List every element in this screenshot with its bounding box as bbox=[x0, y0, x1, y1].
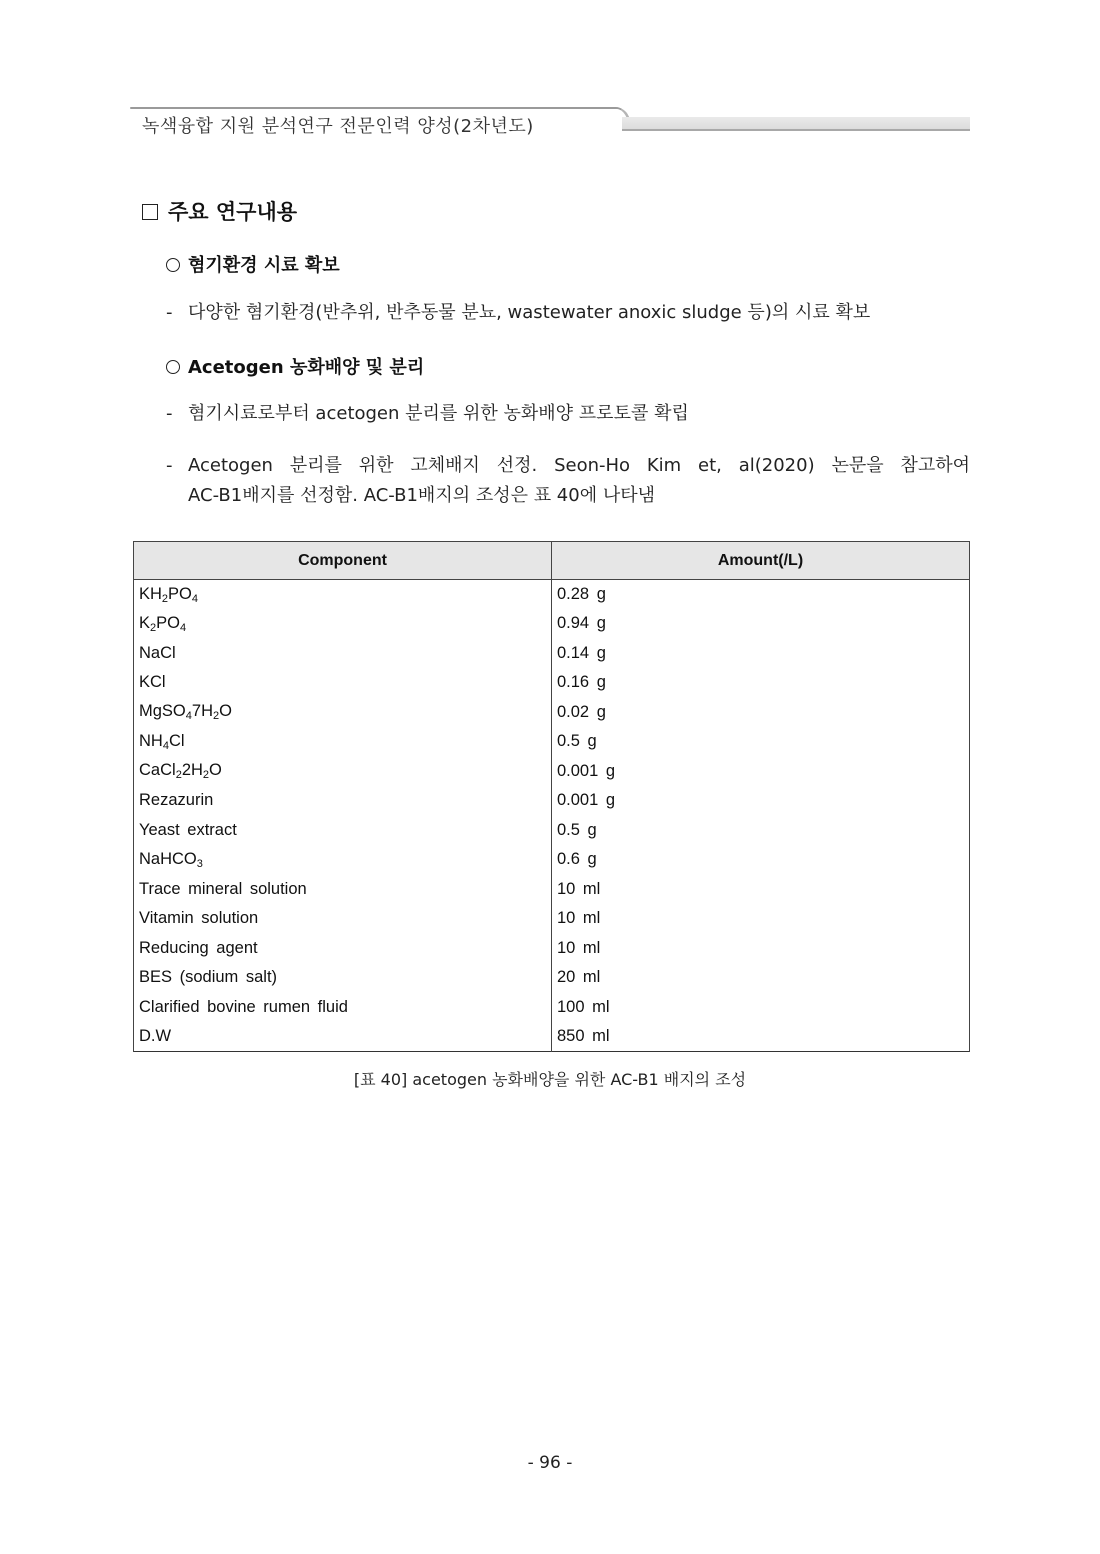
subscript: 2 bbox=[161, 592, 169, 605]
subscript: 3 bbox=[196, 857, 203, 870]
amount-cell: 0.28 g bbox=[552, 580, 970, 610]
bullet-item bbox=[166, 298, 970, 328]
table-row bbox=[134, 668, 970, 698]
component-cell bbox=[134, 934, 552, 964]
component-text: Cl bbox=[168, 731, 185, 750]
component-text: KCl bbox=[139, 673, 166, 692]
component-text: Clarified bovine rumen fluid bbox=[139, 997, 348, 1016]
amount-cell: 100 ml bbox=[552, 993, 970, 1023]
table-row bbox=[134, 845, 970, 875]
table-caption: [표 40] acetogen 농화배양을 위한 AC-B1 배지의 조성 bbox=[353, 1070, 747, 1089]
component-text: 7H bbox=[191, 702, 213, 721]
component-cell bbox=[134, 1022, 552, 1052]
amount-cell: 0.5 g bbox=[552, 727, 970, 757]
subscript: 2 bbox=[150, 621, 157, 634]
bullet-text: 혐기시료로부터 acetogen 분리를 위한 농화배양 프로토콜 확립 bbox=[188, 403, 689, 424]
running-header bbox=[130, 104, 970, 137]
dash-bullet-icon: - bbox=[166, 403, 173, 424]
page-number: - 96 - bbox=[527, 1453, 573, 1473]
bullet-line-1 bbox=[166, 451, 970, 481]
subscript: 2 bbox=[175, 769, 182, 782]
component-cell bbox=[134, 963, 552, 993]
component-text: Yeast extract bbox=[139, 820, 237, 839]
component-text: PO bbox=[168, 584, 192, 603]
component-cell bbox=[134, 904, 552, 934]
square-bullet-icon bbox=[142, 204, 158, 220]
component-cell bbox=[134, 609, 552, 639]
table-row bbox=[134, 875, 970, 905]
component-cell bbox=[134, 786, 552, 816]
table-row bbox=[134, 757, 970, 787]
column-header-amount: Amount(/L) bbox=[552, 542, 970, 580]
component-cell bbox=[134, 668, 552, 698]
table-row bbox=[134, 904, 970, 934]
circle-bullet-icon bbox=[166, 360, 180, 374]
table-row bbox=[134, 580, 970, 610]
amount-cell: 20 ml bbox=[552, 963, 970, 993]
component-cell bbox=[134, 816, 552, 846]
amount-cell: 0.6 g bbox=[552, 845, 970, 875]
amount-cell: 10 ml bbox=[552, 934, 970, 964]
component-text: NaCl bbox=[139, 643, 176, 662]
table-row bbox=[134, 993, 970, 1023]
amount-cell: 0.14 g bbox=[552, 639, 970, 669]
table-row bbox=[134, 816, 970, 846]
circle-bullet-icon bbox=[166, 258, 180, 272]
table-header-row bbox=[134, 542, 970, 580]
amount-cell: 0.001 g bbox=[552, 786, 970, 816]
component-cell bbox=[134, 727, 552, 757]
table-body bbox=[134, 580, 970, 1052]
header-rule bbox=[130, 107, 605, 109]
section-title-text: 주요 연구내용 bbox=[168, 200, 298, 224]
subscript: 4 bbox=[162, 739, 169, 752]
composition-table bbox=[133, 541, 970, 1052]
component-cell bbox=[134, 875, 552, 905]
subsection-heading-text: Acetogen 농화배양 및 분리 bbox=[188, 357, 425, 378]
bullet-text: 다양한 혐기환경(반추위, 반추동물 분뇨, wastewater anoxic sludge 등)의 시료 확보 bbox=[188, 302, 871, 323]
component-text: Trace mineral solution bbox=[139, 879, 307, 898]
dash-bullet-icon: - bbox=[166, 302, 173, 323]
component-text: NH bbox=[139, 731, 163, 750]
running-title: 녹색융합 지원 분석연구 전문인력 양성(2차년도) bbox=[142, 116, 534, 137]
component-text: K bbox=[139, 613, 151, 632]
component-text: 2H bbox=[181, 761, 203, 780]
component-text: KH bbox=[139, 584, 162, 603]
subsection-heading-text: 혐기환경 시료 확보 bbox=[188, 255, 340, 276]
dash-bullet-icon: - bbox=[166, 455, 173, 476]
table-row bbox=[134, 609, 970, 639]
component-text: O bbox=[219, 702, 232, 721]
table-row bbox=[134, 698, 970, 728]
subscript: 4 bbox=[191, 592, 199, 605]
component-text: D.W bbox=[139, 1027, 172, 1045]
subsection-heading-1 bbox=[166, 251, 340, 277]
amount-cell: 0.94 g bbox=[552, 609, 970, 639]
component-text: CaCl bbox=[139, 761, 176, 780]
amount-cell: 0.16 g bbox=[552, 668, 970, 698]
table-row bbox=[134, 1022, 970, 1052]
table-row bbox=[134, 727, 970, 757]
component-text: PO bbox=[156, 613, 180, 632]
column-header-component: Component bbox=[134, 542, 552, 580]
subscript: 4 bbox=[179, 621, 187, 634]
table-row bbox=[134, 786, 970, 816]
subscript: 2 bbox=[202, 769, 210, 782]
amount-cell: 850 ml bbox=[552, 1022, 970, 1052]
subscript: 2 bbox=[212, 710, 220, 723]
amount-cell: 0.001 g bbox=[552, 757, 970, 787]
amount-cell: 10 ml bbox=[552, 904, 970, 934]
component-text: MgSO bbox=[139, 702, 186, 721]
bullet-text: Acetogen 분리를 위한 고체배지 선정. Seon-Ho Kim et, al(2020) 논문을 참고하여 bbox=[188, 455, 970, 476]
component-cell bbox=[134, 698, 552, 728]
amount-cell: 0.02 g bbox=[552, 698, 970, 728]
bullet-item bbox=[166, 451, 970, 511]
component-cell bbox=[134, 845, 552, 875]
component-cell bbox=[134, 580, 552, 610]
table-row bbox=[134, 963, 970, 993]
subscript: 4 bbox=[185, 710, 192, 723]
subsection-heading-2 bbox=[166, 353, 424, 379]
component-cell bbox=[134, 757, 552, 787]
component-cell bbox=[134, 993, 552, 1023]
section-title bbox=[142, 196, 297, 226]
bullet-line-2: AC-B1배지를 선정함. AC-B1배지의 조성은 표 40에 나타냄 bbox=[188, 485, 655, 506]
component-text: Rezazurin bbox=[139, 791, 214, 810]
bullet-item bbox=[166, 399, 970, 429]
component-text: NaHCO bbox=[139, 849, 197, 868]
component-text: Vitamin solution bbox=[139, 909, 259, 928]
table-row bbox=[134, 934, 970, 964]
component-text: Reducing agent bbox=[139, 938, 258, 957]
component-text: BES (sodium salt) bbox=[139, 968, 278, 987]
component-text: O bbox=[209, 761, 222, 780]
header-bar-decoration bbox=[622, 117, 970, 131]
component-cell bbox=[134, 639, 552, 669]
amount-cell: 0.5 g bbox=[552, 816, 970, 846]
amount-cell: 10 ml bbox=[552, 875, 970, 905]
table-row bbox=[134, 639, 970, 669]
